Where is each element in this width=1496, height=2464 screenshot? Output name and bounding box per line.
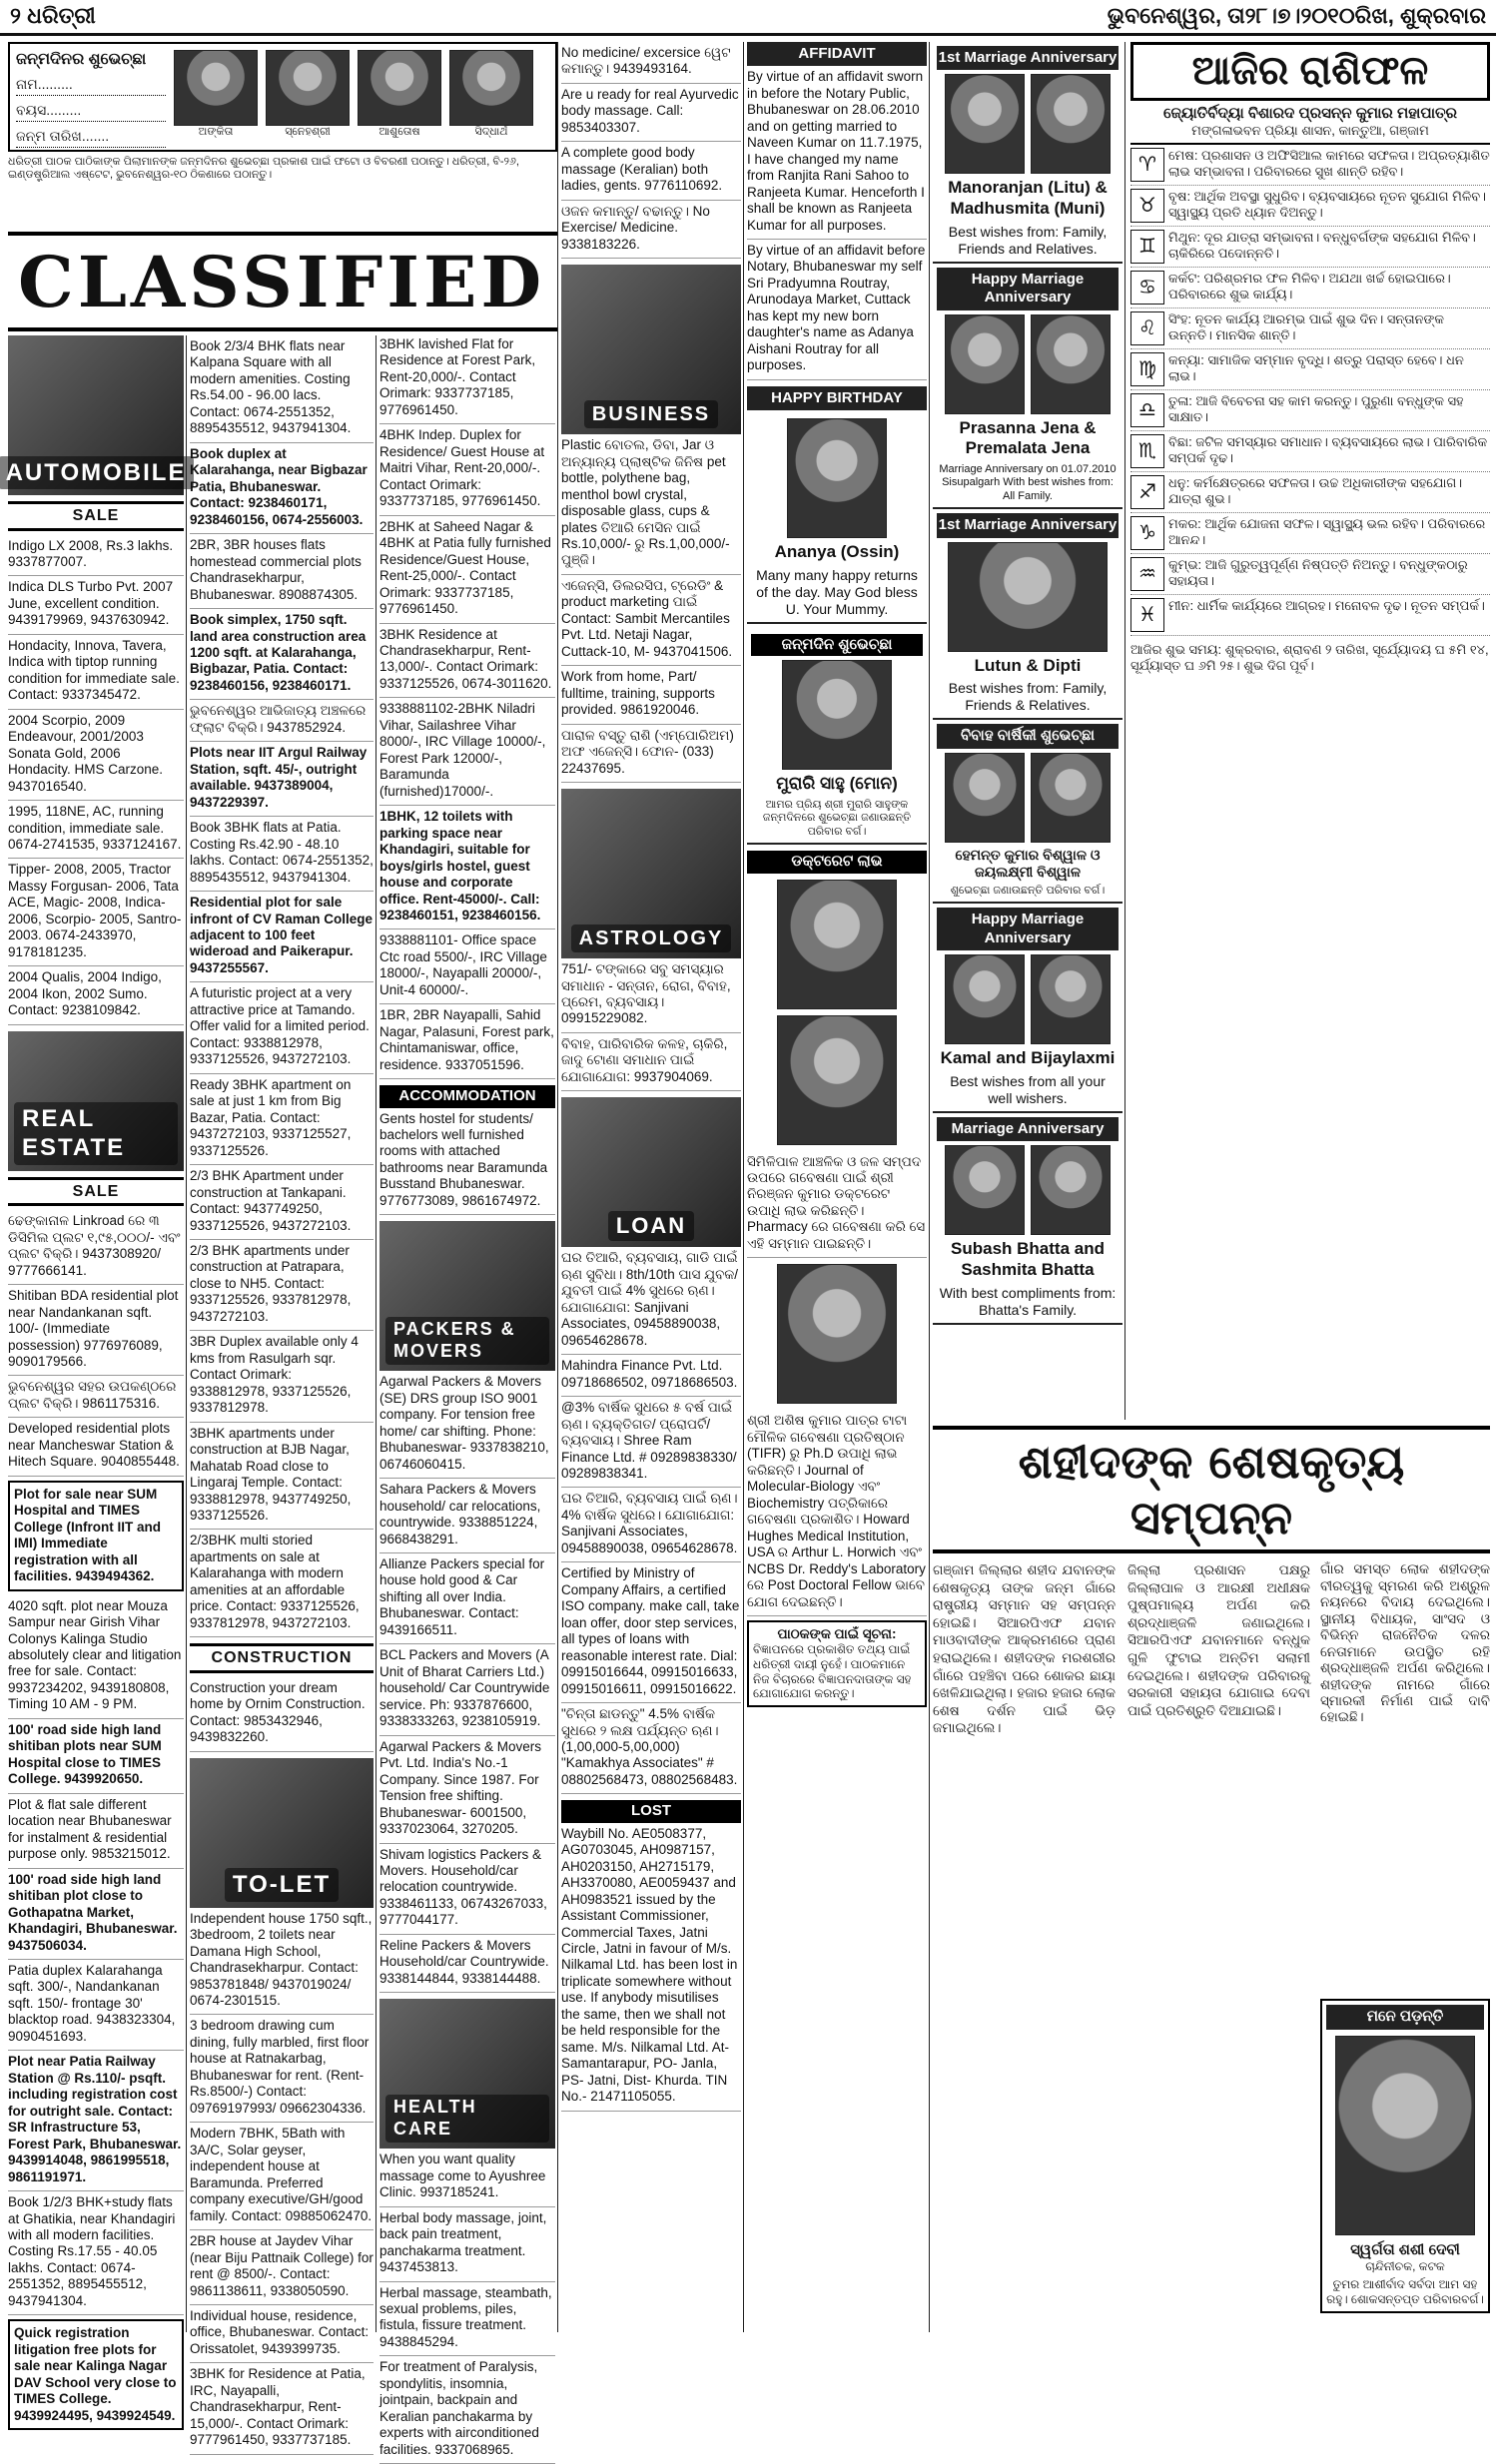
ad-item: 4BHK Indep. Duplex for Residence/ Guest House at Maitri Vihar, Rent-20,000/-. Contact Orimark: 9337737185, 9776961450. xyxy=(379,424,555,515)
ad-item: Shitiban BDA residential plot near Nandankanan sqft. 100/- (Immediate possession) 9776976089, 9090179566. xyxy=(8,1285,184,1376)
child-name: ଅଙ୍କିତା xyxy=(198,126,234,138)
affidavit-item: By virtue of an affidavit before Notary, Bhubaneswar my self Sri Pradyumna Routray, Arunodaya Market, Cuttack has kept my new born daughter's name as Adanya Aishani Routray for all purposes. xyxy=(747,240,927,380)
zodiac-icon: ♎ xyxy=(1130,393,1164,427)
ad-item: 3BHK Residence at Chandrasekharpur, Rent-13,000/-. Contact Orimark: 9337125526, 0674-3011620. xyxy=(379,624,555,699)
horoscope-title: ଆଜିର ରାଶିଫଳ xyxy=(1130,42,1490,101)
ad-item: 2BHK at Saheed Nagar & 4BHK at Patia fully furnished Residence/Guest House, Rent-25,000/-. Contact Orimark: 9337737185, 9776961450. xyxy=(379,516,555,624)
horoscope-row xyxy=(1130,186,1490,227)
affidavit-item: By virtue of an affidavit sworn in before the Notary Public, Bhubaneswar on 28.06.2010 and on getting married to Naveen Kumar on 11.7.1975, I have changed my name from Ranjita Rani Sahoo to Ranjeeta Kumar. Henceforth I shall be known as Ranjeeta Kumar for all purposes. xyxy=(747,66,927,240)
anniversary-names: Kamal and Bijaylaxmi xyxy=(940,1047,1116,1067)
ad-item: Plots near IIT Argul Railway Station, sqft. 45/-, outright available. 9437389004, 9437229397. xyxy=(190,742,374,817)
anniversary-card xyxy=(933,42,1122,264)
horoscope-text: ଧନୁ: କର୍ମକ୍ଷେତ୍ରରେ ସଫଳତା। ଉଚ୍ଚ ଅଧିକାରୀଙ୍କ ସହଯୋଗ। ଯାତ୍ରା ଶୁଭ। xyxy=(1168,474,1463,506)
ad-item: ଭୁବନେଶ୍ୱର ସହର ଉପକଣ୍ଠରେ ପ୍ଲଟ ବିକ୍ରି। 9861175316. xyxy=(8,1376,184,1418)
ad-item: 3BR Duplex available only 4 kms from Rasulgarh sqr. Contact Orimark: 9338812978, 9337125526, 9337812978. xyxy=(190,1331,374,1422)
janma-message: ଆମର ପ୍ରିୟ ଶ୍ରୀ ମୁରାରି ସାହୁଙ୍କ ଜନ୍ମଦିନରେ ଶୁଭେଚ୍ଛା ଜଣାଉଛନ୍ତି ପରିବାର ବର୍ଗ। xyxy=(762,799,912,838)
ad-item: ଘର ତିଆରି, ବ୍ୟବସାୟ ପାଇଁ ଋଣ। 4% ବାର୍ଷିକ ସୁଧରେ। ଯୋଗାଯୋଗ: Sanjivani Associates, 09458890038, 09654628678. xyxy=(561,1488,741,1562)
packers-label: PACKERS & MOVERS xyxy=(385,1317,549,1365)
real-estate-banner xyxy=(8,1031,184,1171)
tribute-column-3: ଗାଁର ସମସ୍ତ ଲୋକ ଶହୀଦଙ୍କ ବୀରତ୍ୱକୁ ସ୍ମରଣ କରି ଅଶ୍ରୁଳ ନୟନରେ ବିଦାୟ ଦେଇଥିଲେ। ସ୍ଥାନୀୟ ବିଧାୟକ, ସାଂସଦ ଓ ବିଭିନ୍ନ ରାଜନୈତିକ ଦଳର ନେତାମାନେ ଉପସ୍ଥିତ ରହି ଶ୍ରଦ୍ଧାଞ୍ଜଳି ଅର୍ପଣ କରିଥିଲେ। ଶହୀଦଙ୍କ ନାମରେ ଗାଁରେ ସ୍ମାରକୀ ନିର୍ମାଣ ପାଇଁ ଦାବି ହୋଇଛି। xyxy=(1320,1561,1490,1725)
zodiac-icon: ♉ xyxy=(1130,189,1164,223)
horoscope-row xyxy=(1130,554,1490,595)
construction-heading: CONSTRUCTION xyxy=(190,1643,374,1673)
birthday-photo xyxy=(787,418,887,538)
ad-item: Book 2/3/4 BHK flats near Kalpana Square with all modern amenities. Costing Rs.54.00 - 96.00 lacs. Contact: 0674-2551352, 8895435512, 9437941304. xyxy=(190,335,374,443)
automobile-banner xyxy=(5,335,187,495)
ad-item: 1BR, 2BR Nayapalli, Sahid Nagar, Palasuni, Forest park, Chintamaniswar, office, residence. 9337051596. xyxy=(379,1004,555,1079)
ad-item: For treatment of Paralysis, spondylitis, insomnia, jointpain, backpain and Keralian panchakarma by experts with airconditioned facilities. 9337068965. xyxy=(379,2356,555,2464)
anniversary-heading: Happy Marriage Anniversary xyxy=(937,268,1119,310)
ad-item: Work from home, Part/ fulltime, training, supports provided. 9861920046. xyxy=(561,666,741,724)
ad-item: Gents hostel for students/ bachelors well furnished rooms with attached bathrooms near Baramunda Busstand Bhubaneswar. 9776773089, 9861674972. xyxy=(379,1108,555,1216)
form-field-age: ବୟସ......... xyxy=(16,102,166,122)
ad-item: Indica DLS Turbo Pvt. 2007 June, excellent condition. 9439179969, 9437630942. xyxy=(8,576,184,634)
anniversary-message: With best compliments from: Bhatta's Family. xyxy=(939,1284,1117,1318)
zodiac-icon: ♑ xyxy=(1130,516,1164,550)
ad-item: A complete good body massage (Keralian) both ladies, gents. 9776110692. xyxy=(561,142,741,200)
ad-item: ଓଜନ କମାନ୍ତୁ/ ବଢାନ୍ତୁ। No Exercise/ Medicine. 9338183226. xyxy=(561,201,741,259)
tribute-column-2: ଜିଲ୍ଲା ପ୍ରଶାସନ ପକ୍ଷରୁ ଜିଲ୍ଲାପାଳ ଓ ଆରକ୍ଷୀ ଅଧୀକ୍ଷକ ପୁଷ୍ପମାଲ୍ୟ ଅର୍ପଣ କରି ଶ୍ରଦ୍ଧାଞ୍ଜଳି ଜଣାଇଥିଲେ। ସିଆରପିଏଫ ଯବାନମାନେ ବନ୍ଧୁକ ଗୁଳି ଫୁଟାଇ ଅନ୍ତିମ ସଲାମୀ ଦେଇଥିଲେ। ଶହୀଦଙ୍କ ପରିବାରକୁ ସରକାରୀ ସହାୟତା ଯୋଗାଇ ଦେବା ପାଇଁ ପ୍ରତିଶ୍ରୁତି ଦିଆଯାଇଛି। xyxy=(1127,1562,1310,1718)
zodiac-icon: ♏ xyxy=(1130,434,1164,468)
form-field-dob: ଜନ୍ମ ତାରିଖ....... xyxy=(16,128,166,148)
automobile-label: AUTOMOBILE xyxy=(0,456,194,489)
dateline: ଭୁବନେଶ୍ୱର, ତା୨୮।୭।୨୦୧୦ରିଖ, ଶୁକ୍ରବାର xyxy=(1107,3,1486,29)
doctorate-photo-2 xyxy=(777,1015,897,1145)
anniversary-card xyxy=(933,904,1122,1112)
horoscope-text: ତୁଳା: ଆଜି ବିବେଚନା ସହ କାମ କରନ୍ତୁ। ପୁରୁଣା ବନ୍ଧୁଙ୍କ ସହ ସାକ୍ଷାତ। xyxy=(1168,392,1464,424)
ad-item: Waybill No. AE0508377, AG0703045, AH0987157, AH0203150, AH2715179, AH3370080, AE0059437 and AH0983521 issued by the Assistant Commissioner, Commercial Taxes, Jatni Circle, Jatni in favour of M/s. Nilkamal Ltd. has been lost in triplicate somewhere without use. If anybody misutilises the same, then we shall not be held responsible for the same. M/s. Nilkamal Ltd. At- Samantarapur, PO- Janla, PS- Jatni, Dist- Khurda. TIN No.- 21471105055. xyxy=(561,1823,741,2112)
ad-item: @3% ବାର୍ଷିକ ସୁଧରେ ୫ ବର୍ଷ ପାଇଁ ଋଣ। ବ୍ୟକ୍ତିଗତ/ ପ୍ରୋପର୍ଟି/ ବ୍ୟବସାୟ। Shree Ram Finance Ltd. # 09289838330/ 09289838341. xyxy=(561,1397,741,1488)
ad-item: ପାରାଳ ବସ୍ତୁ ରାଶି (ଏମ୍ପୋରିଅମ) ଅଫ ଏଜେନ୍ସି। ଫୋନ- (033) 22437695. xyxy=(561,725,741,783)
business-banner xyxy=(561,265,741,434)
ad-item: 100' road side high land shitiban plots near SUM Hospital close to TIMES College. 9439920650. xyxy=(8,1719,184,1794)
anniversary-names: Manoranjan (Litu) & Madhusmita (Muni) xyxy=(948,178,1108,219)
ad-item: Patia duplex Kalarahanga sqft. 300/-, Nandankanan sqft. 150/- frontage 30' blacktop road. 9438323304, 9090451693. xyxy=(8,1960,184,2051)
ad-item: Herbal body massage, joint, back pain treatment, panchakarma treatment. 9437453813. xyxy=(379,2207,555,2282)
ad-item: 3BHK apartments under construction at BJB Nagar, Mahatab Road close to Lingaraj Temple. Contact: 9338812978, 9437749250, 9337125526. xyxy=(190,1423,374,1531)
ad-item: Book 1/2/3 BHK+study flats at Ghatikia, near Khandagiri with all modern facilities. Costing Rs.17.55 - 40.05 lakhs. Contact: 0674-2551352, 8895455512, 9437941304. xyxy=(8,2191,184,2315)
zodiac-icon: ♌ xyxy=(1130,311,1164,345)
ad-item: ଏଜେନ୍ସି, ଡିଲରସିପ, ଟ୍ରେଡିଂ & product marketing ପାଇଁ Contact: Sambit Mercantiles Pvt. Ltd. Netaji Nagar, Cuttack-10, M- 9437041506. xyxy=(561,575,741,666)
boxed-ad: Plot for sale near SUM Hospital and TIMES College (Infront IIT and IMI) Immediate registration with all facilities. 9439494362. xyxy=(8,1481,184,1591)
janma-name: ମୁରାରି ସାହୁ (ମୋନ) xyxy=(776,774,898,794)
memorial-box xyxy=(1320,1999,1490,2312)
anniversary-message: Best wishes from: Family, Friends & Relatives. xyxy=(948,680,1108,714)
horoscope-text: କନ୍ୟା: ସାମାଜିକ ସମ୍ମାନ ବୃଦ୍ଧି। ଶତ୍ରୁ ପରାସ୍ତ ହେବେ। ଧନ ଲାଭ। xyxy=(1168,351,1464,383)
anniversary-heading: ବିବାହ ବାର୍ଷିକୀ ଶୁଭେଚ୍ଛା xyxy=(937,724,1119,748)
ad-item: ଘର ତିଆରି, ବ୍ୟବସାୟ, ଗାଡି ପାଇଁ ଋଣ ସୁବିଧା। 8th/10th ପାସ ଯୁବକ/ଯୁବତୀ ପାଇଁ 4% ସୁଧରେ ଋଣ। ଯୋଗାଯୋଗ: Sanjivani Associates, 09458890038, 09654628678. xyxy=(561,1247,741,1355)
ad-item: Allianze Packers special for house hold good & Car shifting all over India. Bhubaneswar. Contact: 9439166511. xyxy=(379,1553,555,1644)
ad-item: Herbal massage, steambath, sexual problems, piles, fistula, fissure treatment. 9438845294. xyxy=(379,2282,555,2357)
memorial-message: ତୁମର ଆଶୀର୍ବାଦ ସର୍ବଦା ଆମ ସହ ରହୁ। ଶୋକସନ୍ତପ୍ତ ପରିବାରବର୍ଗ। xyxy=(1326,2277,1484,2307)
anniversary-names: Prasanna Jena & Premalata Jena xyxy=(959,417,1097,458)
lost-heading: LOST xyxy=(561,1800,741,1822)
health-label: HEALTH CARE xyxy=(385,2095,549,2143)
horoscope-footer: ଆଜିର ଶୁଭ ସମୟ: ଶୁକ୍ରବାର, ଶ୍ରାବଣ ୨ ତାରିଖ, ସୂର୍ଯ୍ୟୋଦୟ ଘ ୫ମି ୧୪, ସୂର୍ଯ୍ୟାସ୍ତ ଘ ୬ମି ୨୫। ଶୁଭ ଦିଗ ପୂର୍ବ। xyxy=(1130,641,1489,673)
ad-item: Modern 7BHK, 5Bath with 3A/C, Solar geyser, independent house at Baramunda. Preferred company executive/GH/good family. Contact: 09885062470. xyxy=(190,2123,374,2230)
horoscope-text: କୁମ୍ଭ: ଆଜି ଗୁରୁତ୍ୱପୂର୍ଣ୍ଣ ନିଷ୍ପତ୍ତି ନିଅନ୍ତୁ। ବନ୍ଧୁଙ୍କଠାରୁ ସହାୟତା। xyxy=(1168,556,1468,588)
health-banner xyxy=(379,1999,555,2149)
ad-item: 2/3BHK multi storied apartments on sale at Kalarahanga with modern amenities at an affordable price. Contact: 9337125526, 9337812978, 9437272103. xyxy=(190,1530,374,1637)
doctorate-photo-1 xyxy=(777,880,897,1009)
ad-item: Book simplex, 1750 sqft. land area construction area 1200 sqft. at Kalarahanga, Bigbazar, Patia. Contact: 9238460156, 9238460171. xyxy=(190,609,374,700)
anniversary-names: ହେମନ୍ତ କୁମାର ବିଶ୍ୱାଳ ଓ ଜୟଲକ୍ଷ୍ମୀ ବିଶ୍ୱାଳ xyxy=(955,846,1101,880)
ad-item: Hondacity, Innova, Tavera, Indica with tiptop running condition for immediate sale. Contact: 9337345472. xyxy=(8,635,184,710)
janma-photo xyxy=(782,660,892,770)
ad-item: 3BHK lavished Flat for Residence at Forest Park, Rent-20,000/-. Contact Orimark: 9337737185, 9776961450. xyxy=(379,333,555,424)
doctorate-heading: ଡକ୍ଟରେଟ ଲାଭ xyxy=(747,851,927,873)
anniversary-heading: Happy Marriage Anniversary xyxy=(937,908,1119,950)
ad-item: No medicine/ excersice ୱେଟ କମାନ୍ତୁ। 9439493164. xyxy=(561,42,741,84)
ad-item: Construction your dream home by Ornim Construction. Contact: 9853432946, 9439832260. xyxy=(190,1677,374,1752)
ad-item: 2004 Qualis, 2004 Indigo, 2004 Ikon, 2002 Sumo. Contact: 9238109842. xyxy=(8,966,184,1024)
horoscope-row xyxy=(1130,472,1490,513)
birthday-message: Many many happy returns of the day. May God bless U. Your Mummy. xyxy=(756,566,918,617)
birthday-name: Ananya (Ossin) xyxy=(774,542,900,562)
anniversary-heading: 1st Marriage Anniversary xyxy=(937,46,1119,70)
ad-item: Agarwal Packers & Movers (SE) DRS group ISO 9001 company. For tension free home/ car shifting. Phone: Bhubaneswar- 9337838210, 06746060415. xyxy=(379,1371,555,1479)
horoscope-row xyxy=(1130,145,1490,186)
horoscope-astrologer: ଜ୍ୟୋତିର୍ବିଦ୍ୟା ବିଶାରଦ ପ୍ରସନ୍ନ କୁମାର ମହାପାତ୍ର xyxy=(1162,104,1458,122)
form-field-name: ନାମ......... xyxy=(16,76,166,96)
column-automobile-realestate xyxy=(5,335,187,2423)
birthday-title: ଜନ୍ମଦିନର ଶୁଭେଚ୍ଛା xyxy=(16,51,147,68)
ad-item: Book duplex at Kalarahanga, near Bigbazar Patia, Bhubaneswar. Contact: 9238460171, 9238460156, 0674-2556003. xyxy=(190,443,374,534)
anniversary-message: Marriage Anniversary on 01.07.2010 Sisupalgarh With best wishes from: All Family. xyxy=(939,462,1117,502)
ad-item: 1995, 118NE, AC, running condition, immediate sale. 0674-2741535, 9337124167. xyxy=(8,801,184,859)
accommodation-heading: ACCOMMODATION xyxy=(379,1085,555,1107)
horoscope-row xyxy=(1130,390,1490,431)
affidavit-heading: AFFIDAVIT xyxy=(747,42,927,66)
classified-heading: CLASSIFIED xyxy=(8,232,557,331)
doctorate-text: ଶ୍ରୀ ଅଶିଷ କୁମାର ପାତ୍ର ଟାଟା ମୌଳିକ ଗବେଷଣା ପ୍ରତିଷ୍ଠାନ (TIFR) ରୁ Ph.D ଉପାଧି ଲାଭ କରିଛନ୍ତି। Journal of Molecular-Biology ଏବଂ Biochemistry ପତ୍ରିକାରେ ଗବେଷଣା ପ୍ରକାଶିତ। Howard Hughes Medical Institution, USA ର Arthur L. Horwich ଏବଂ NCBS Dr. Reddy's Laboratory ରେ Post Doctoral Fellow ଭାବେ ଯୋଗ ଦେଇଛନ୍ତି। xyxy=(747,1410,927,1616)
horoscope-address: ମଙ୍ଗଳାଭବନ ପ୍ରିୟା ଶାସନ, କାନ୍ତୁଆ, ଗଞ୍ଜାମ xyxy=(1130,123,1490,145)
horoscope-section xyxy=(1130,42,1490,1420)
tolet-banner xyxy=(190,1758,374,1908)
anniversary-names: Lutun & Dipti xyxy=(974,655,1082,675)
page-header xyxy=(0,0,1496,36)
anniversary-card xyxy=(933,1113,1122,1325)
horoscope-text: ମେଷ: ପ୍ରଶାସନ ଓ ଅଫିସିଆଲ କାମରେ ସଫଳତା। ଅପ୍ରତ୍ୟାଶିତ ଲାଭ ସମ୍ଭାବନା। ପରିବାରରେ ସୁଖ ଶାନ୍ତି ରହିବ। xyxy=(1168,147,1490,179)
loan-label: LOAN xyxy=(608,1211,694,1242)
anniversary-card xyxy=(933,264,1122,509)
horoscope-row xyxy=(1130,308,1490,349)
zodiac-icon: ♐ xyxy=(1130,475,1164,509)
column-anniversaries xyxy=(933,42,1122,1420)
ad-item: Mahindra Finance Pvt. Ltd. 09718686502, 09718686503. xyxy=(561,1355,741,1397)
ad-item: 9338881102-2BHK Niladri Vihar, Sailashree Vihar 8000/-, IRC Village 10000/-, Forest Park 12000/-, Baramunda (furnished)17000/-. xyxy=(379,698,555,806)
ad-item: 1BHK, 12 toilets with parking space near Khandagiri, suitable for boys/girls hostel, guest house and corporate office. Rent-45000/-. Call: 9238460151, 9238460156. xyxy=(379,806,555,929)
horoscope-text: ସିଂହ: ନୂତନ କାର୍ଯ୍ୟ ଆରମ୍ଭ ପାଇଁ ଶୁଭ ଦିନ। ସନ୍ତାନଙ୍କ ଉନ୍ନତି। ମାନସିକ ଶାନ୍ତି। xyxy=(1168,310,1444,342)
page-label: ୨ ଧରିତ୍ରୀ xyxy=(10,3,96,29)
horoscope-text: ମିଥୁନ: ଦୂର ଯାତ୍ରା ସମ୍ଭାବନା। ବନ୍ଧୁବର୍ଗଙ୍କ ସହଯୋଗ ମିଳିବ। ଚାକିରିରେ ପଦୋନ୍ନତି। xyxy=(1168,229,1476,261)
horoscope-row xyxy=(1130,227,1490,268)
sale-heading-2: SALE xyxy=(8,1177,184,1207)
column-business-astrology-loan xyxy=(561,42,741,2332)
real-estate-label: REAL ESTATE xyxy=(14,1102,178,1165)
doctorate-text: ସିମିଳିପାଳ ଆଞ୍ଚଳିକ ଓ ଜଳ ସମ୍ପଦ ଉପରେ ଗବେଷଣା ପାଇଁ ଶ୍ରୀ ନିରଞ୍ଜନ କୁମାର ଡକ୍ଟରେଟ ଉପାଧି ଲାଭ କରିଛନ୍ତି। Pharmacy ରେ ଗବେଷଣା କରି ସେ ଏହି ସମ୍ମାନ ପାଇଛନ୍ତି। xyxy=(747,1151,927,1259)
ad-item: Reline Packers & Movers Household/car Countrywide. 9338144844, 9338144488. xyxy=(379,1935,555,1993)
doctorate-photo-3 xyxy=(777,1264,897,1404)
sale-heading: SALE xyxy=(8,501,184,531)
janma-wish xyxy=(747,624,927,845)
ad-item: ବିବାହ, ପାରିବାରିକ କଳହ, ଚାକିରି, ଜାଦୁ ଟୋଣା ସମାଧାନ ପାଇଁ ଯୋଗାଯୋଗ: 9937904069. xyxy=(561,1033,741,1091)
ad-item: Are u ready for real Ayurvedic body massage. Call: 9853403307. xyxy=(561,84,741,142)
anniversary-heading: Marriage Anniversary xyxy=(937,1117,1119,1141)
birthday-heading: HAPPY BIRTHDAY xyxy=(747,386,927,410)
ad-item: BCL Packers and Movers (A Unit of Bharat Carriers Ltd.) household/ Car Countrywide service. Ph: 9337876600, 9338333263, 9238105919. xyxy=(379,1644,555,1735)
memorial-place: ଚାନ୍ଦିନୀଚକ, କଟକ xyxy=(1365,2258,1445,2273)
horoscope-text: ବୃଷ: ଆର୍ଥିକ ଅବସ୍ଥା ସୁଧୁରିବ। ବ୍ୟବସାୟରେ ନୂତନ ସୁଯୋଗ ମିଳିବ। ସ୍ୱାସ୍ଥ୍ୟ ପ୍ରତି ଧ୍ୟାନ ଦିଅନ୍ତୁ। xyxy=(1168,188,1486,220)
ad-item: ଭୁବନେଶ୍ୱର ଆଭିଜାତ୍ୟ ଅଞ୍ଚଳରେ ଫ୍ଲାଟ ବିକ୍ରି। 9437852924. xyxy=(190,700,374,742)
ad-item: 3 bedroom drawing cum dining, fully marbled, first floor house at Ratnakarbag, Bhubaneswar for rent. (Rent- Rs.8500/-) Contact: 09769197993/ 09662304336. xyxy=(190,2015,374,2123)
notice-text: ବିଜ୍ଞାପନରେ ପ୍ରକାଶିତ ତଥ୍ୟ ପାଇଁ ଧରିତ୍ରୀ ଦାୟୀ ନୁହେଁ। ପାଠକମାନେ ନିଜ ବିଚାରରେ ବିଜ୍ଞାପନଦାତାଙ୍କ ସହ ଯୋଗାଯୋଗ କରନ୍ତୁ। xyxy=(753,1642,912,1701)
column-rentals xyxy=(379,42,555,2457)
tribute-headline: ଶହୀଦଙ୍କ ଶେଷକୃତ୍ୟ ସମ୍ପନ୍ନ xyxy=(933,1426,1490,1553)
horoscope-text: କର୍କଟ: ପରିଶ୍ରମର ଫଳ ମିଳିବ। ଅଯଥା ଖର୍ଚ୍ଚ ହୋଇପାରେ। ପରିବାରରେ ଶୁଭ କାର୍ଯ୍ୟ। xyxy=(1168,270,1451,302)
ad-item: Plot & flat sale different location near Bhubaneswar for instalment & residential purpose only. 9853215012. xyxy=(8,1794,184,1869)
anniversary-message: Best wishes from: Family, Friends and Relatives. xyxy=(948,223,1108,257)
column-flats xyxy=(190,335,374,2448)
ad-item: Agarwal Packers & Movers Pvt. Ltd. India's No.-1 Company. Since 1987. For Tension free shifting. Bhubaneswar- 6001500, 9337023064, 3270205. xyxy=(379,1736,555,1844)
horoscope-text: ବିଛା: ଜଟିଳ ସମସ୍ୟାର ସମାଧାନ। ବ୍ୟବସାୟରେ ଲାଭ। ପାରିବାରିକ ସମ୍ପର୍କ ଦୃଢ। xyxy=(1168,433,1488,465)
notice-box xyxy=(747,1620,927,1707)
ad-item: Independent house 1750 sqft., 3bedroom, 2 toilets near Damana High School, Chandrasekharpur. Contact: 9853781848/ 9437019024/ 0674-2301515. xyxy=(190,1908,374,2016)
anniversary-card xyxy=(933,509,1122,720)
ad-item: Plastic ବୋତଲ, ଡିବା, Jar ଓ ଅନ୍ୟାନ୍ୟ ପ୍ଲାଷ୍ଟିକ ଜିନିଷ pet bottle, polythene bag, menthol bowl crystal, disposable glass, cups & plates ତିଆରି ମେସିନ ପାଇଁ Rs.10,000/- ରୁ Rs.1,00,000/- ପୁଞ୍ଜି। xyxy=(561,434,741,575)
ad-item: Developed residential plots near Mancheswar Station & Hitech Square. 9040855448. xyxy=(8,1418,184,1476)
anniversary-names: Subash Bhatta and Sashmita Bhatta xyxy=(951,1239,1105,1279)
memorial-photo xyxy=(1335,2036,1475,2235)
zodiac-icon: ♈ xyxy=(1130,148,1164,182)
birthday-wish xyxy=(747,410,927,624)
zodiac-icon: ♋ xyxy=(1130,271,1164,305)
column-affidavit-personal xyxy=(747,42,927,2332)
zodiac-icon: ♒ xyxy=(1130,557,1164,591)
ad-item: ଢେଙ୍କାନାଳ Linkroad ରେ ୩ ଡିସିମିଲ ପ୍ଲଟ ୧,୯୫,୦୦୦/- ଏବଂ ପ୍ଲଟ ବିକ୍ରି। 9437308920/ 9777666141. xyxy=(8,1210,184,1285)
ad-item: 2BR, 3BR houses flats homestead commercial plots Chandrasekharpur, Bhubaneswar. 8908874305. xyxy=(190,534,374,609)
horoscope-text: ମକର: ଆର୍ଥିକ ଯୋଜନା ସଫଳ। ସ୍ୱାସ୍ଥ୍ୟ ଭଲ ରହିବ। ପରିବାରରେ ଆନନ୍ଦ। xyxy=(1168,515,1486,547)
ad-item: Residential plot for sale infront of CV Raman College adjacent to 100 feet wideroad and Paikerapur. 9437255567. xyxy=(190,892,374,982)
boxed-ad: Quick registration litigation free plots for sale near Kalinga Nagar DAV School very close to TIMES College. 9439924495, 9439924549. xyxy=(8,2319,184,2430)
child-photo-2 xyxy=(266,50,350,144)
ad-item: 2004 Scorpio, 2009 Endeavour, 2001/2003 Sonata Gold, 2006 Hondacity. HMS Carzone. 9437016540. xyxy=(8,710,184,801)
ad-item: Sahara Packers & Movers household/ car relocations, countrywide. 9338851224, 9668438291. xyxy=(379,1479,555,1553)
anniversary-message: ଶୁଭେଚ୍ଛା ଜଣାଉଛନ୍ତି ପରିବାର ବର୍ଗ। xyxy=(950,884,1106,897)
ad-item: A futuristic project at a very attractive price at Tamando. Offer valid for a limited period. Contact: 9338812978, 9337125526, 9437272103. xyxy=(190,982,374,1073)
anniversary-message: Best wishes from all your well wishers. xyxy=(950,1072,1106,1106)
astrology-label: ASTROLOGY xyxy=(571,924,732,952)
ad-item: 751/- ଟଙ୍କାରେ ସବୁ ସମସ୍ୟାର ସମାଧାନ - ସନ୍ତାନ, ରୋଗ, ବିବାହ, ପ୍ରେମ, ବ୍ୟବସାୟ। 09915229082. xyxy=(561,958,741,1033)
horoscope-row xyxy=(1130,595,1490,636)
tolet-label: TO-LET xyxy=(225,1868,339,1901)
janma-heading: ଜନ୍ମଦିନ ଶୁଭେଚ୍ଛା xyxy=(751,634,923,656)
anniversary-card xyxy=(933,720,1122,904)
ad-item: Tipper- 2008, 2005, Tractor Massy Forgusan- 2006, Tata ACE, Magic- 2008, Indica-2006, Scorpio- 2005, Santro-2003. 0674-2433970, 9178181235. xyxy=(8,859,184,966)
memorial-title: ମନେ ପଡ଼ନ୍ତି xyxy=(1326,2005,1484,2029)
zodiac-icon: ♊ xyxy=(1130,230,1164,264)
ad-item: Ready 3BHK apartment on sale at just 1 km from Big Bazar, Patia. Contact: 9437272103, 9337125527, 9337125526. xyxy=(190,1074,374,1165)
ad-item: 3BHK for Residence at Patia, IRC, Nayapalli, Chandrasekharpur, Rent-15,000/-. Contact Orimark: 9777961450, 9337737185. xyxy=(190,2363,374,2454)
ad-item: 2/3 BHK apartments under construction at Patrapara, close to NH5. Contact: 9337125526, 9337812978, 9437272103. xyxy=(190,1240,374,1331)
ad-item: Plot near Patia Railway Station @ Rs.110/- psqft. including registration cost for outright sale. Contact: SR Infrastructure 53, Forest Park, Bhubaneswar. 9439914048, 9861995518, 9861191971. xyxy=(8,2051,184,2191)
ad-item: 2BR house at Jaydev Vihar (near Biju Pattnaik College) for rent @ 8500/-. Contact: 9861138611, 9338050590. xyxy=(190,2230,374,2305)
ad-item: Indigo LX 2008, Rs.3 lakhs. 9337877007. xyxy=(8,535,184,577)
notice-heading: ପାଠକଙ୍କ ପାଇଁ ସୂଚନା: xyxy=(777,1625,897,1641)
horoscope-row xyxy=(1130,349,1490,390)
astrology-banner xyxy=(561,789,741,958)
ad-item: Shivam logistics Packers & Movers. Household/car relocation countrywide. 9338461133, 06743267033, 9777044177. xyxy=(379,1844,555,1935)
horoscope-row xyxy=(1130,431,1490,472)
memorial-name: ସ୍ୱର୍ଗତା ଶଶୀ ଦେବୀ xyxy=(1350,2240,1460,2258)
zodiac-icon: ♓ xyxy=(1130,598,1164,632)
birthday-note: ଧରିତ୍ରୀ ପାଠକ ପାଠିକାଙ୍କ ପିଲାମାନଙ୍କ ଜନ୍ମଦିନର ଶୁଭେଚ୍ଛା ପ୍ରକାଶ ପାଇଁ ଫଟୋ ଓ ବିବରଣୀ ପଠାନ୍ତୁ। ଧରିତ୍ରୀ, ବି-୨୬, ଇଣ୍ଡଷ୍ଟ୍ରିଆଲ ଏଷ୍ଟେଟ, ଭୁବନେଶ୍ୱର-୧୦ ଠିକଣାରେ ପଠାନ୍ତୁ। xyxy=(8,156,519,182)
ad-item: 9338881101- Office space Ctc road 5500/-, IRC Village 18000/-, Nayapalli 20000/-, Unit-4 60000/-. xyxy=(379,929,555,1004)
ad-item: "ଚିନ୍ତା ଛାଡନ୍ତୁ" 4.5% ବାର୍ଷିକ ସୁଧରେ ୨ ଲକ୍ଷ ପର୍ଯ୍ୟନ୍ତ ଋଣ। (1,00,000-5,00,000) "Kamakhya Associates" # 08802568473, 08802568483. xyxy=(561,1703,741,1794)
loan-banner xyxy=(561,1097,741,1247)
horoscope-row xyxy=(1130,268,1490,308)
child-name: ସିଦ୍ଧାର୍ଥ xyxy=(474,126,508,138)
zodiac-icon: ♍ xyxy=(1130,352,1164,386)
horoscope-text: ମୀନ: ଧାର୍ମିକ କାର୍ଯ୍ୟରେ ଆଗ୍ରହ। ମନୋବଳ ଦୃଢ। ନୂତନ ସମ୍ପର୍କ। xyxy=(1168,597,1485,613)
ad-item: Individual house, residence, office, Bhubaneswar. Contact: Orissatolet, 9439399735. xyxy=(190,2305,374,2363)
anniversary-heading: 1st Marriage Anniversary xyxy=(937,513,1119,537)
child-photo-1 xyxy=(174,50,258,144)
child-name: ସ୍ନେହଶ୍ରୀ xyxy=(285,126,331,138)
ad-item: 2/3 BHK Apartment under construction at Tankapani. Contact: 9437749250, 9337125526, 9437272103. xyxy=(190,1165,374,1240)
horoscope-row xyxy=(1130,513,1490,554)
ad-item: Book 3BHK flats at Patia. Costing Rs.42.90 - 48.10 lakhs. Contact: 0674-2551352, 8895435512, 9437941304. xyxy=(190,817,374,892)
child-name: ଆଶୁତୋଷ xyxy=(378,126,420,138)
tribute-column-1: ଗଞ୍ଜାମ ଜିଲ୍ଲାର ଶହୀଦ ଯବାନଙ୍କ ଶେଷକୃତ୍ୟ ତାଙ୍କ ଜନ୍ମ ଗାଁରେ ରାଷ୍ଟ୍ରୀୟ ସମ୍ମାନ ସହ ସମ୍ପନ୍ନ ହୋଇଛି। ସିଆରପିଏଫ ଯବାନ ମାଓବାଦୀଙ୍କ ଆକ୍ରମଣରେ ପ୍ରାଣ ହରାଇଥିଲେ। ଶହୀଦଙ୍କ ମରଶରୀର ଗାଁରେ ପହଞ୍ଚିବା ପରେ ଶୋକର ଛାୟା ଖେଳିଯାଇଥିଲା। ହଜାର ହଜାର ଲୋକ ଶେଷ ଦର୍ଶନ ପାଇଁ ଭିଡ଼ ଜମାଇଥିଲେ। xyxy=(933,1562,1116,1736)
ad-item: 100' road side high land shitiban plot close to Gothapatna Market, Khandagiri, Bhubaneswar. 9437506034. xyxy=(8,1869,184,1960)
ad-item: When you want quality massage come to Ayushree Clinic. 9937185241. xyxy=(379,2149,555,2206)
packers-banner xyxy=(379,1221,555,1371)
tribute-story xyxy=(933,1426,1490,2332)
ad-item: 4020 sqft. plot near Mouza Sampur near Girish Vihar Colonys Kalinga Studio absolutely clear and litigation free for sale. Contact: 9937234202, 9439180808, Timing 10 AM - 9 PM. xyxy=(8,1595,184,1719)
business-label: BUSINESS xyxy=(584,400,718,428)
ad-item: Certified by Ministry of Company Affairs, a certified ISO company. make call, take loan offer, door step services, all types of loans with reasonable interest rate. Dial: 09915016644, 09915016633, 09915016611, 09915016622. xyxy=(561,1562,741,1703)
